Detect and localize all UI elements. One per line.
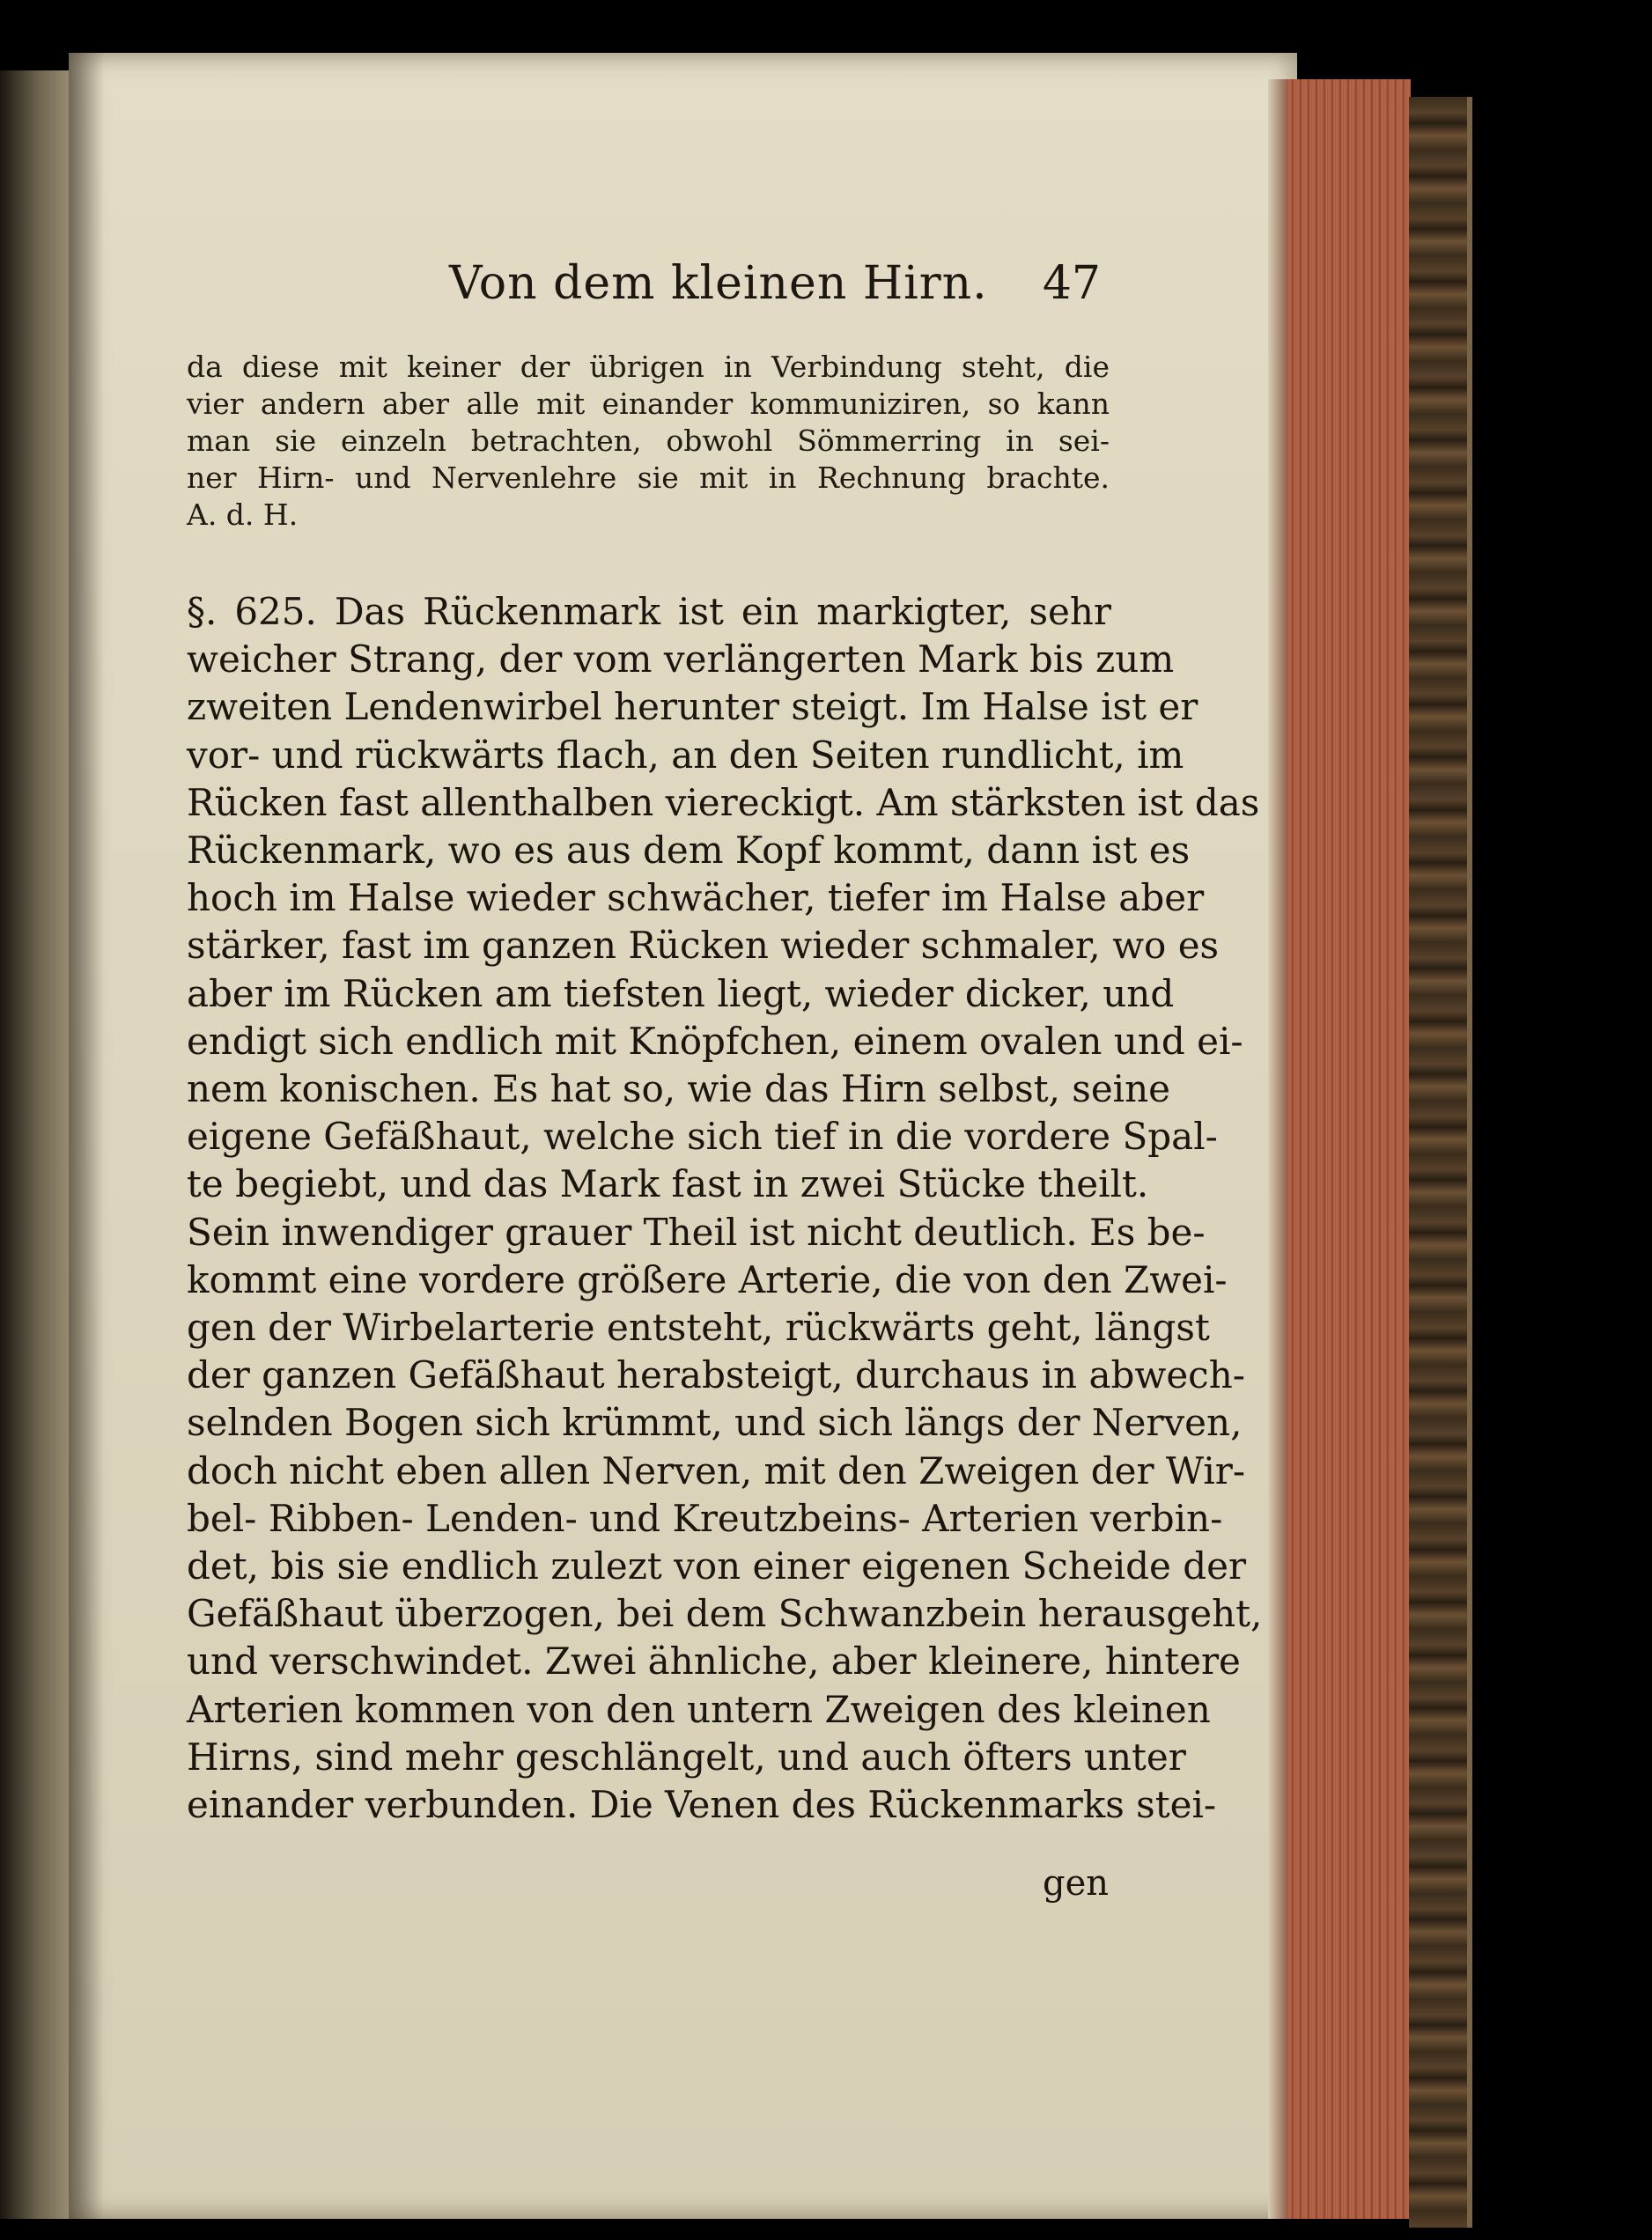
- running-head: [185, 257, 1101, 328]
- page-number: 47: [1042, 257, 1101, 310]
- footnote-line: man sie einzeln betrachten, obwohl Sömmerring in sei-: [187, 424, 1110, 458]
- left-page-edge: [0, 70, 70, 2219]
- text-line: gen der Wirbelarterie entsteht, rückwärts geht, längst: [187, 1306, 1210, 1350]
- gutter-shadow: [69, 53, 104, 2219]
- page-block-fore-edge: [1287, 79, 1411, 2219]
- catchword: gen: [1043, 1863, 1110, 1904]
- footnote-line: A. d. H.: [187, 497, 299, 532]
- book-cover: [1409, 97, 1471, 2228]
- text-line: det, bis sie endlich zulezt von einer eigenen Scheide der: [187, 1544, 1247, 1588]
- text-line: der ganzen Gefäßhaut herabsteigt, durchaus in abwech-: [187, 1353, 1245, 1397]
- text-line: Rücken fast allenthalben viereckigt. Am stärksten ist das: [187, 780, 1260, 824]
- text-line: Hirns, sind mehr geschlängelt, und auch öfters unter: [187, 1735, 1186, 1779]
- text-line: zweiten Lendenwirbel herunter steigt. Im Halse ist er: [187, 685, 1198, 729]
- footnote-line: ner Hirn- und Nervenlehre sie mit in Rechnung brachte.: [187, 461, 1110, 495]
- text-line: Rückenmark, wo es aus dem Kopf kommt, dann ist es: [187, 829, 1191, 873]
- text-line: weicher Strang, der vom verlängerten Mark bis zum: [187, 637, 1175, 682]
- text-line: kommt eine vordere größere Arterie, die von den Zwei-: [187, 1257, 1228, 1301]
- text-line: endigt sich endlich mit Knöpfchen, einem ovalen und ei-: [187, 1019, 1243, 1063]
- footnote-line: da diese mit keiner der übrigen in Verbindung steht, die: [187, 350, 1110, 384]
- footnote: [187, 349, 1110, 534]
- text-line: und verschwindet. Zwei ähnliche, aber kleinere, hintere: [187, 1639, 1241, 1684]
- text-line: te begiebt, und das Mark fast in zwei Stücke theilt.: [187, 1162, 1149, 1206]
- text-line: bel- Ribben- Lenden- und Kreutzbeins- Arterien verbin-: [187, 1496, 1223, 1540]
- text-line: §. 625. Das Rückenmark ist ein markigter, sehr: [187, 590, 1111, 633]
- text-line: stärker, fast im ganzen Rücken wieder schmaler, wo es: [187, 924, 1220, 968]
- footnote-line: vier andern aber alle mit einander kommuniziren, so kann: [187, 387, 1110, 421]
- text-line: selnden Bogen sich krümmt, und sich längs der Nerven,: [187, 1401, 1243, 1445]
- text-line: eigene Gefäßhaut, welche sich tief in die vordere Spal-: [187, 1115, 1218, 1159]
- text-line: doch nicht eben allen Nerven, mit den Zweigen der Wir-: [187, 1448, 1246, 1492]
- text-line: hoch im Halse wieder schwächer, tiefer im Halse aber: [187, 876, 1205, 920]
- book-cover-edge: [1467, 97, 1472, 2228]
- text-line: Arterien kommen von den untern Zweigen des kleinen: [187, 1687, 1211, 1731]
- text-line: Gefäßhaut überzogen, bei dem Schwanzbein herausgeht,: [187, 1592, 1263, 1636]
- text-line: aber im Rücken am tiefsten liegt, wieder dicker, und: [187, 971, 1175, 1015]
- running-title: Von dem kleinen Hirn.: [449, 257, 988, 310]
- text-line: Sein inwendiger grauer Theil ist nicht deutlich. Es be-: [187, 1210, 1206, 1254]
- text-line: nem konischen. Es hat so, wie das Hirn selbst, seine: [187, 1067, 1171, 1111]
- main-text: [187, 588, 1263, 1829]
- text-line: vor- und rückwärts flach, an den Seiten rundlicht, im: [187, 733, 1184, 777]
- text-line: einander verbunden. Die Venen des Rückenmarks stei-: [187, 1783, 1217, 1827]
